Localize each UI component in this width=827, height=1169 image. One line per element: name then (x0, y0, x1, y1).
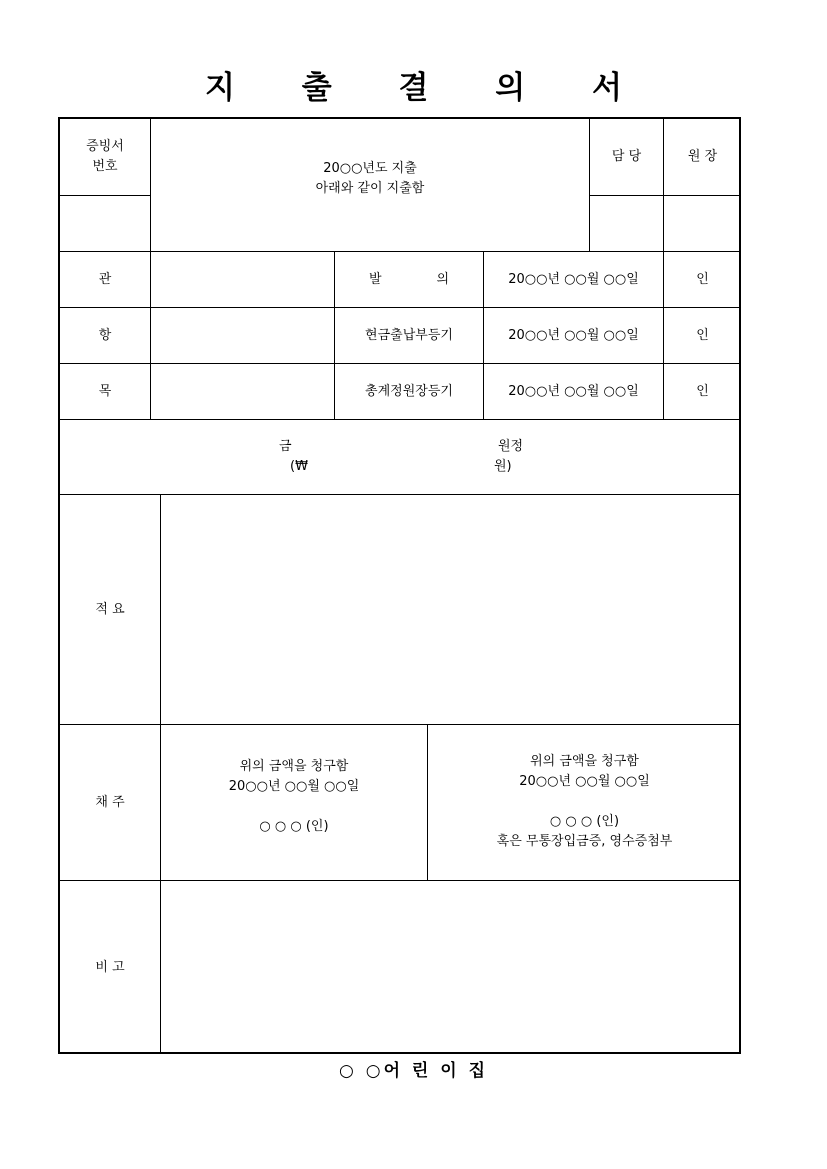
voucher-number-field[interactable] (60, 196, 150, 251)
voucher-number-label (60, 119, 150, 195)
approval-staff-label: 담 당 (611, 149, 642, 164)
proposal-label (335, 252, 483, 307)
proposal-label-b: 의 (436, 271, 449, 287)
claim-signature: ○ ○ ○ (인) (259, 818, 329, 834)
proposal-seal: 인 (696, 271, 709, 287)
claimant-right-block[interactable] (428, 725, 741, 880)
proposal-date: 20○○년 ○○월 ○○일 (508, 271, 639, 287)
cashbook-entry-seal: 인 (696, 327, 709, 343)
approval-staff-signature[interactable] (590, 196, 663, 251)
header-center-text (151, 119, 589, 251)
amount-won-close: 원) (494, 459, 512, 474)
expense-statement: 아래와 같이 지출함 (315, 181, 425, 196)
general-ledger-date: 20○○년 ○○월 ○○일 (508, 383, 639, 399)
claim-signature: ○ ○ ○ (인) (549, 813, 620, 829)
amount-row[interactable] (60, 420, 741, 494)
claimant-left-block[interactable] (161, 725, 427, 880)
claim-statement: 위의 금액을 청구함 (530, 753, 639, 769)
voucher-label-line-2: 번호 (92, 159, 118, 174)
amount-label: 금 (279, 439, 292, 454)
amount-won-open: (₩ (290, 459, 308, 474)
cashbook-entry-label: 현금출납부등기 (365, 327, 453, 343)
document-title: 지 출 결 의 서 (205, 70, 650, 106)
general-ledger-label: 총계정원장등기 (365, 383, 453, 399)
cashbook-entry-date: 20○○년 ○○월 ○○일 (508, 327, 639, 343)
claim-statement: 위의 금액을 청구함 (239, 758, 349, 774)
fiscal-year-expense: 20○○년도 지출 (323, 161, 417, 176)
row-label-hang: 항 (98, 327, 112, 343)
row-field-gwan[interactable] (151, 252, 334, 307)
row-field-mok[interactable] (151, 364, 334, 419)
row-field-hang[interactable] (151, 308, 334, 363)
approval-director-signature[interactable] (664, 196, 741, 251)
claimant-label: 채 주 (95, 794, 125, 810)
remarks-field[interactable] (161, 881, 741, 1054)
expense-form-table (58, 117, 741, 1054)
row-label-mok: 목 (98, 383, 112, 399)
summary-label: 적 요 (95, 601, 125, 617)
row-label-gwan: 관 (98, 271, 112, 287)
kindergarten-name: ○ ○어 린 이 집 (338, 1061, 489, 1081)
attachment-note: 혹은 무통장입금증, 영수증첨부 (496, 833, 673, 849)
summary-field[interactable] (161, 495, 741, 724)
proposal-label-a: 발 (369, 271, 382, 287)
claim-date: 20○○년 ○○월 ○○일 (519, 773, 650, 789)
approval-director-label: 원 장 (687, 149, 718, 164)
claim-date: 20○○년 ○○월 ○○일 (228, 778, 360, 794)
general-ledger-seal: 인 (696, 383, 709, 399)
voucher-label-line-1: 증빙서 (86, 139, 124, 154)
amount-suffix: 원정 (498, 439, 524, 454)
remarks-label: 비 고 (95, 959, 125, 975)
